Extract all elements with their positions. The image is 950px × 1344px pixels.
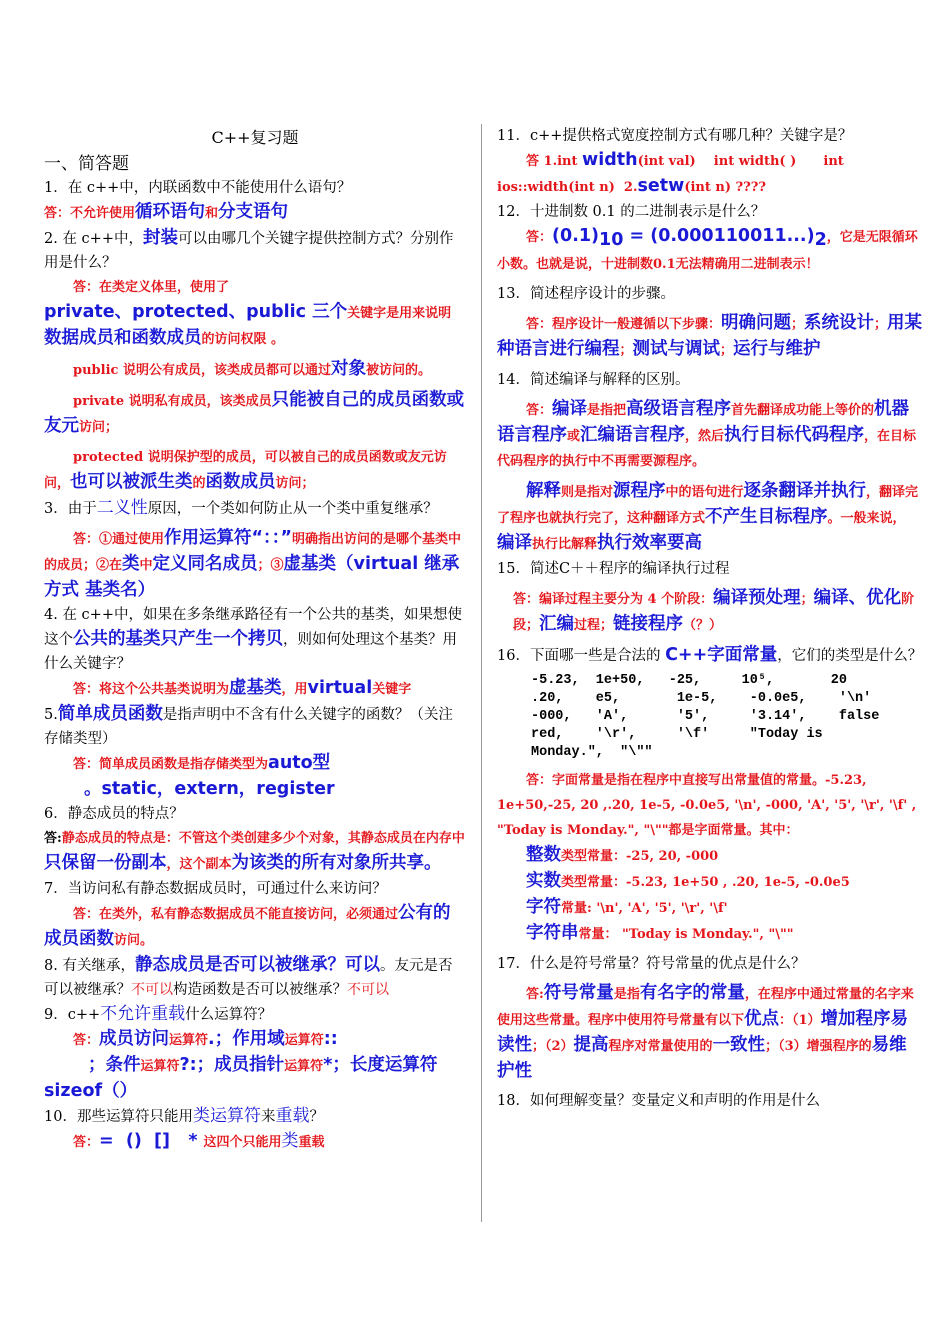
answer-2-public: public 说明公有成员，该类成员都可以通过对象被访问的。: [73, 359, 431, 379]
answer-1: 答：不允许使用循环语句和分支语句: [44, 202, 289, 222]
column-divider: [481, 124, 482, 1222]
answer-14-interpret: 解释则是指对源程序中的语句进行逐条翻译并执行，翻译完了程序也就执行完了，这种翻译方式不产生目标程序。一般来说，编译执行比解释执行效率要高: [497, 480, 919, 553]
answer-16: 答：字面常量是指在程序中直接写出常量值的常量。-5.23, 1e+50,-25, 20 ,.20, 1e-5, -0.0e5, '\n', -000, 'A', '5', '\r', '\f' , "Today is Monday.", "\""都是字面常量。其中：: [497, 772, 917, 838]
question-2: 2. 在 c++中，封装可以由哪几个关键字提供控制方式？分别作用是什么？: [44, 228, 454, 271]
question-6: 6．静态成员的特点？: [44, 806, 184, 822]
question-16: 16．下面哪一些是合法的 C++字面常量，它们的类型是什么？: [497, 644, 923, 665]
question-18: 18．如何理解变量？变量定义和声明的作用是什么: [497, 1092, 820, 1109]
answer-16-string: 字符串常量： "Today is Monday.", "\"": [526, 922, 794, 943]
answer-3: 答：①通过使用作用运算符“：：”明确指出访问的是哪个基类中的成员；②在类中定义同名成员；③虚基类（virtual 继承方式 基类名）: [44, 528, 462, 600]
question-8: 8. 有关继承，静态成员是否可以被继承？可以。友元是否可以被继承？不可以构造函数是否可以被继承？不可以: [44, 955, 453, 998]
answer-9: 答：成员访问运算符.；作用域运算符::: [73, 1029, 338, 1049]
left-column: [44, 124, 466, 1155]
answer-9-cont: ；条件运算符?:；成员指针运算符*；长度运算符 sizeof（）: [44, 1055, 438, 1101]
answer-2-protected: protected 说明保护型的成员，可以被自己的成员函数或友元访问，也可以被派生类的函数成员访问；: [44, 450, 447, 492]
question-1: 1．在 c++中，内联函数中不能使用什么语句？: [44, 180, 352, 196]
answer-10: 答：= () [] * 这四个只能用类重载: [73, 1131, 325, 1151]
question-13: 13．简述程序设计的步骤。: [497, 285, 675, 302]
answer-12: 答：$(0.1)_{10} = (0.000110011...)_2$，它是无限循环小数。也就是说，十进制数0.1无法精确用二进制表示！: [497, 226, 918, 272]
question-7: 7．当访问私有静态数据成员时，可通过什么来访问？: [44, 881, 387, 897]
answer-6: 答:静态成员的特点是：不管这个类创建多少个对象，其静态成员在内存中只保留一份副本，这个副本为该类的所有对象所共享。: [44, 831, 465, 873]
question-11: 11．c++提供格式宽度控制方式有哪几种？关键字是？: [497, 128, 853, 144]
answer-16-char: 字符常量: '\n', 'A', '5', '\r', '\f': [526, 896, 728, 917]
answer-5-cont: 。static，extern，register: [84, 779, 335, 799]
question-12: 12．十进制数 0.1 的二进制表示是什么？: [497, 204, 766, 220]
question-15: 15．简述C＋＋程序的编译执行过程: [497, 560, 730, 577]
right-column: [497, 124, 923, 1113]
answer-7: 答：在类外，私有静态数据成员不能直接访问，必须通过公有的成员函数访问。: [44, 903, 451, 949]
answer-14-compile: 答：编译是指把高级语言程序首先翻译成功能上等价的机器语言程序或汇编语言程序，然后执行目标代码程序，在目标代码程序的执行中不再需要源程序。: [497, 398, 917, 469]
question-4: 4. 在 c++中，如果在多条继承路径有一个公共的基类，如果想使这个公共的基类只产生一个拷贝，则如何处理这个基类？用什么关键字？: [44, 607, 462, 672]
answer-16-real: 实数类型常量：-5.23, 1e+50 , .20, 1e-5, -0.0e5: [526, 870, 850, 891]
question-10: 10．那些运算符只能用类运算符来重载？: [44, 1106, 324, 1126]
question-3: 3．由于二义性原因，一个类如何防止从一个类中重复继承？: [44, 498, 438, 518]
answer-16-int: 整数类型常量：-25, 20, -000: [526, 844, 719, 865]
answer-15: 答：编译过程主要分为 4 个阶段：编译预处理；编译、优化阶段；汇编过程；链接程序（？）: [513, 587, 915, 634]
answer-2: 答：在类定义体里，使用了: [73, 280, 230, 295]
page-title: C++复习题: [211, 128, 299, 147]
question-17: 17．什么是符号常量？符号常量的优点是什么？: [497, 955, 806, 972]
section-heading: 一、简答题: [44, 154, 129, 174]
answer-2-keywords: private、protected、public 三个关键字是用来说明数据成员和函数成员的访问权限 。: [44, 302, 452, 348]
answer-2-private: private 说明私有成员，该类成员只能被自己的成员函数或友元访问；: [44, 390, 465, 436]
answer-11: 答 1.int width(int val) int width( ) int ios::width(int n) 2.setw(int n) ????: [497, 150, 853, 196]
question-9: 9．c++不允许重载什么运算符？: [44, 1004, 273, 1024]
answer-13: 答：程序设计一般遵循以下步骤：明确问题；系统设计；用某种语言进行编程；测试与调试；运行与维护: [497, 312, 923, 359]
answer-4: 答：将这个公共基类说明为虚基类，用virtual关键字: [73, 678, 412, 698]
code-sample: -5.23, 1e+50, -25, 10⁵, 20 .20, e5, 1e-5, -0.0e5, '\n' -000, 'A', '5', '3.14', false red, '\r', '\f' "Today is Monday.", "\"": [531, 672, 880, 760]
answer-17: 答:符号常量是指有名字的常量，在程序中通过常量的名字来使用这些常量。程序中使用符号常量有以下优点：（1）增加程序易读性；（2）提高程序对常量使用的一致性；（3）增强程序的易维护性: [497, 982, 914, 1081]
question-5: 5.简单成员函数是指声明中不含有什么关键字的函数？（关注存储类型）: [44, 704, 453, 747]
answer-5: 答：简单成员函数是指存储类型为auto型: [73, 753, 331, 773]
question-14: 14．简述编译与解释的区别。: [497, 371, 690, 388]
